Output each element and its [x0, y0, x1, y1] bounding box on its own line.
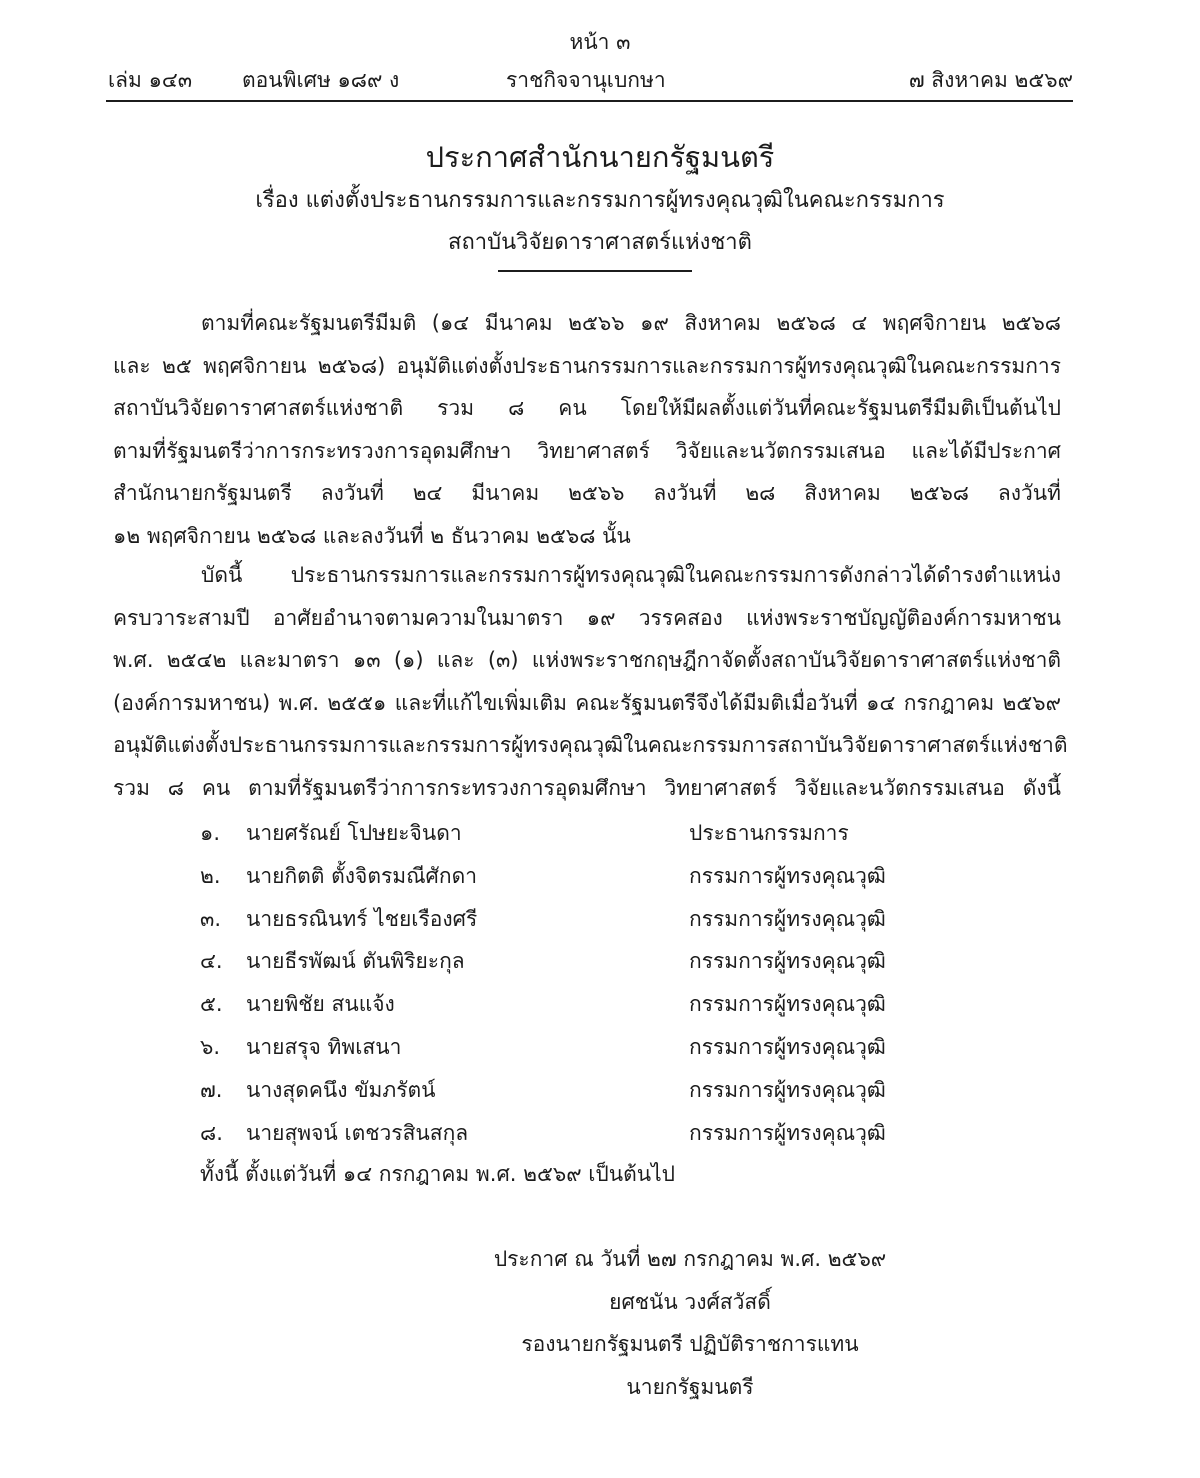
member-number: ๔.: [200, 949, 223, 974]
member-name: นายสรุจ ทิพเสนา: [246, 1034, 402, 1059]
member-name: นายศรัณย์ โปษยะจินดา: [246, 821, 462, 845]
paragraph-line: ๑๒ พฤศจิกายน ๒๕๖๘ และลงวันที่ ๒ ธันวาคม ๒๕๖๘ นั้น: [113, 523, 631, 548]
list-item: [200, 1112, 960, 1155]
gazette-header: [108, 64, 1073, 98]
member-number: ๑.: [200, 821, 221, 845]
announcement-date: ประกาศ ณ วันที่ ๒๗ กรกฎาคม พ.ศ. ๒๕๖๙: [493, 1247, 887, 1271]
member-number: ๘.: [200, 1120, 223, 1145]
header-divider: [106, 100, 1073, 102]
list-item: [200, 940, 960, 983]
paragraph-line: (องค์การมหาชน) พ.ศ. ๒๕๕๑ และที่แก้ไขเพิ่มเติม คณะรัฐมนตรีจึงได้มีมติเมื่อวันที่ ๑๔ กรกฎาคม ๒๕๖๙: [113, 690, 1061, 715]
publication-name: ราชกิจจานุเบกษา: [506, 68, 666, 92]
member-role: กรรมการผู้ทรงคุณวุฒิ: [689, 1034, 886, 1059]
list-item: [200, 1026, 960, 1069]
paragraph-line: ตามที่คณะรัฐมนตรีมีมติ (๑๔ มีนาคม ๒๕๖๖ ๑๙ สิงหาคม ๒๕๖๘ ๔ พฤศจิกายน ๒๕๖๘: [201, 311, 1061, 335]
subject-line: เรื่อง แต่งตั้งประธานกรรมการและกรรมการผู้ทรงคุณวุฒิในคณะกรรมการ: [255, 188, 945, 213]
title-divider: [498, 270, 692, 272]
member-name: นายกิตติ ตั้งจิตรมณีศักดา: [246, 863, 478, 888]
paragraph-line: พ.ศ. ๒๕๔๒ และมาตรา ๑๓ (๑) และ (๓) แห่งพระราชกฤษฎีกาจัดตั้งสถาบันวิจัยดาราศาสตร์แห่งชาติ: [113, 648, 1061, 673]
paragraph-line: บัดนี้ ประธานกรรมการและกรรมการผู้ทรงคุณวุฒิในคณะกรรมการดังกล่าวได้ดำรงตำแหน่ง: [201, 563, 1061, 587]
paragraph-line: สถาบันวิจัยดาราศาสตร์แห่งชาติ รวม ๘ คน โดยให้มีผลตั้งแต่วันที่คณะรัฐมนตรีมีมติเป็นต้นไป: [113, 396, 1061, 421]
paragraph-background: [113, 302, 1061, 558]
announcement-subject: [0, 180, 1200, 264]
paragraph-line: ตามที่รัฐมนตรีว่าการกระทรวงการอุดมศึกษา วิทยาศาสตร์ วิจัยและนวัตกรรมเสนอ และได้มีประกาศ: [113, 438, 1061, 463]
member-role: กรรมการผู้ทรงคุณวุฒิ: [689, 906, 886, 931]
signer-name: ยศชนัน วงศ์สวัสดิ์: [609, 1289, 771, 1314]
list-item: [200, 898, 960, 941]
member-role: ประธานกรรมการ: [689, 821, 849, 845]
member-role: กรรมการผู้ทรงคุณวุฒิ: [689, 1120, 886, 1145]
member-number: ๓.: [200, 906, 222, 931]
member-role: กรรมการผู้ทรงคุณวุฒิ: [689, 992, 886, 1017]
member-name: นายสุพจน์ เตชวรสินสกุล: [246, 1120, 469, 1145]
effective-date: ทั้งนี้ ตั้งแต่วันที่ ๑๔ กรกฎาคม พ.ศ. ๒๕๖๙ เป็นต้นไป: [200, 1162, 675, 1186]
list-item: [200, 855, 960, 898]
publication-date: ๗ สิงหาคม ๒๕๖๙: [908, 68, 1073, 92]
list-item: [200, 983, 960, 1026]
paragraph-line: และ ๒๕ พฤศจิกายน ๒๕๖๘) อนุมัติแต่งตั้งประธานกรรมการและกรรมการผู้ทรงคุณวุฒิในคณะกรรมการ: [113, 353, 1061, 378]
member-role: กรรมการผู้ทรงคุณวุฒิ: [689, 949, 886, 974]
page-number: หน้า ๓: [569, 30, 631, 54]
member-number: ๒.: [200, 863, 221, 888]
subject-line: สถาบันวิจัยดาราศาสตร์แห่งชาติ: [448, 230, 752, 255]
announcement-title: ประกาศสำนักนายกรัฐมนตรี: [425, 140, 775, 174]
list-item: [200, 812, 960, 855]
signer-position: รองนายกรัฐมนตรี ปฏิบัติราชการแทน: [521, 1332, 859, 1356]
volume-number: เล่ม ๑๔๓: [108, 68, 193, 92]
paragraph-line: รวม ๘ คน ตามที่รัฐมนตรีว่าการกระทรวงการอุดมศึกษา วิทยาศาสตร์ วิจัยและนวัตกรรมเสนอ ดังนี้: [113, 775, 1061, 800]
member-name: นายธรณินทร์ ไชยเรืองศรี: [246, 906, 478, 931]
paragraph-line: สำนักนายกรัฐมนตรี ลงวันที่ ๒๔ มีนาคม ๒๕๖๖ ลงวันที่ ๒๘ สิงหาคม ๒๕๖๘ ลงวันที่: [113, 481, 1061, 506]
list-item: [200, 1069, 960, 1112]
member-list: [200, 812, 960, 1154]
member-role: กรรมการผู้ทรงคุณวุฒิ: [689, 1077, 886, 1102]
member-number: ๕.: [200, 992, 223, 1017]
member-number: ๗.: [200, 1077, 223, 1102]
member-role: กรรมการผู้ทรงคุณวุฒิ: [689, 863, 886, 888]
signature-block: [390, 1238, 990, 1408]
signer-office: นายกรัฐมนตรี: [626, 1374, 754, 1399]
member-name: นายพิชัย สนแจ้ง: [246, 992, 395, 1017]
paragraph-resolution: [113, 554, 1068, 810]
paragraph-line: ครบวาระสามปี อาศัยอำนาจตามความในมาตรา ๑๙ วรรคสอง แห่งพระราชบัญญัติองค์การมหาชน: [113, 605, 1061, 630]
special-part-number: ตอนพิเศษ ๑๘๙ ง: [242, 68, 400, 92]
member-name: นายธีรพัฒน์ ตันพิริยะกุล: [246, 949, 465, 974]
paragraph-line: อนุมัติแต่งตั้งประธานกรรมการและกรรมการผู้ทรงคุณวุฒิในคณะกรรมการสถาบันวิจัยดาราศาสตร์แห่งชาติ: [113, 733, 1068, 758]
member-number: ๖.: [200, 1034, 221, 1059]
member-name: นางสุดคนึง ขัมภรัตน์: [246, 1077, 436, 1102]
